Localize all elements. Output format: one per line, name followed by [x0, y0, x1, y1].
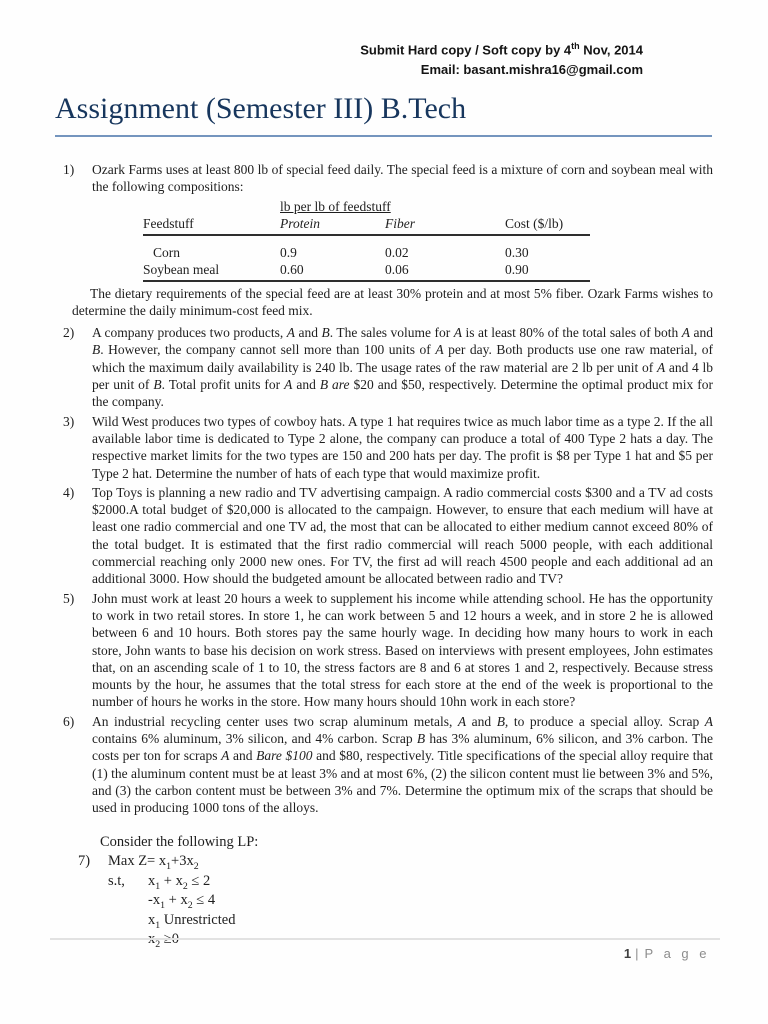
problem-number: 4) — [63, 484, 75, 500]
text-segment: John must work at least 20 hours a week to supplement his income while attending school. He has the opportunity to work in two retail stores. In store 1, he can work between 5 and 12 hours a week, and in store 2 he is allowed between 6 and 10 hours. Both stores pay the same hourly wage. In deciding how many hours to work in each store, John wants to base his decision on work stress. Based on interviews with present employees, John estimates that, on an ascending scale of 1 to 10, the stress factors are 8 and 6 at stores 1 and 2, respectively. Because stress mounts by the hour, he assumes that the total stress for each store at the end of the week is proportional to the number of hours he works in the store. How many hours should 10hn work in each store? — [92, 590, 713, 710]
lp-constraint-2 — [148, 891, 713, 911]
problem-item-2 — [63, 324, 713, 410]
text-segment: ≤ 4 — [192, 892, 216, 908]
submission-note — [360, 36, 643, 80]
text-segment: -x — [148, 892, 161, 908]
text-segment: A company produces two products, — [92, 325, 287, 341]
text-segment: 2 — [182, 880, 188, 892]
text-segment: B are — [319, 377, 350, 393]
text-segment: A — [681, 325, 691, 341]
ordinal-superscript: th — [571, 41, 580, 51]
text-segment: A — [656, 359, 666, 375]
problem-item-6 — [63, 713, 713, 817]
text-segment: 1 — [155, 880, 161, 892]
table-row-corn — [143, 244, 590, 261]
text-segment: B — [321, 325, 330, 341]
text-segment: x — [148, 931, 156, 947]
feed-composition-table — [143, 198, 590, 282]
text-segment: A — [221, 748, 230, 764]
text-segment: 1 — [160, 899, 166, 911]
text-segment: +3x — [171, 853, 194, 869]
problem-number: 6) — [63, 713, 75, 729]
text-segment: A — [457, 713, 467, 729]
text-segment: and — [295, 325, 322, 341]
text-segment: A — [704, 713, 714, 729]
text-segment: . Total profit units for — [161, 377, 285, 393]
table-header-row — [143, 215, 590, 236]
text-segment: has 3% aluminum, 6% silicon, and 3% carbon. The costs per ton for scraps — [92, 731, 713, 764]
text-segment: Wild West produces two types of cowboy hats. A type 1 hat requires twice as much labor time as a type 2. If the all available labor time is dedicated to Type 2 alone, the company can produce a total of 400 Type 2 hats a day. The respective market limits for the two types are 150 and 200 hats per day. The profit is $8 per Type 1 hat and $5 per Type 2 hat. Determine the number of hats of each type that would maximize profit. — [92, 413, 713, 481]
text-segment: ≤ 2 — [187, 872, 211, 889]
cell-fiber: 0.06 — [385, 261, 409, 277]
page-number: 1 — [623, 946, 632, 961]
table-body — [143, 236, 590, 282]
col-header-fiber: Fiber — [385, 215, 415, 231]
page-title: Assignment (Semester III) B.Tech — [55, 92, 712, 137]
footer-separator: | — [635, 946, 639, 961]
text-segment: B, — [496, 713, 509, 729]
text-segment: contains 6% aluminum, 3% silicon, and 4% carbon. Scrap — [92, 731, 417, 747]
col-header-protein: Protein — [280, 215, 320, 231]
text-segment: Ozark Farms uses at least 800 lb of special feed daily. The special feed is a mixture of corn and soybean meal with the following compositions: — [92, 162, 713, 195]
problem-number: 7) — [78, 853, 91, 869]
table-span-header — [280, 198, 590, 215]
text-segment: 1 — [166, 860, 172, 872]
submission-email: Email: basant.mishra16@gmail.com — [420, 62, 643, 78]
lp-objective — [108, 852, 199, 872]
lp-intro: Consider the following LP: — [100, 833, 259, 850]
cell-cost: 0.30 — [505, 244, 529, 260]
assignment-body — [63, 159, 713, 950]
problem-number: 5) — [63, 590, 75, 606]
text-segment: 2 — [193, 860, 199, 872]
table-row-soybean — [143, 261, 590, 278]
text-segment: Max Z= x — [108, 853, 167, 869]
problem-number: 1) — [63, 162, 75, 177]
text-segment: B — [153, 377, 162, 393]
text-segment: + x — [165, 892, 188, 908]
text-segment: and $80, respectively. Title specifications of the special alloy require that (1) the aluminum content must be at least 3% and at most 6%, (2) the silicon content must lie between 3% and 5%, and (3) the carbon content must be between 3% and 7%. Determine the optimum mix of the scraps that should be used in producing 1000 tons of the alloys. — [92, 748, 713, 816]
problem-number: 2) — [63, 325, 75, 341]
problem-item-1 — [63, 161, 713, 196]
submission-deadline — [360, 36, 643, 60]
lp-constraint-3 — [148, 911, 713, 931]
text-segment: Bare $100 — [256, 748, 313, 764]
text-segment: per day. Both products use one raw material, of which the maximum daily availability is 240 lb. The usage rates of the raw material are 2 lb per unit of — [92, 342, 713, 375]
problem-text — [92, 590, 713, 711]
text-segment: 2 — [187, 899, 193, 911]
cell-protein: 0.9 — [280, 244, 297, 260]
problem-text — [92, 484, 713, 588]
cell-cost: 0.90 — [505, 261, 529, 277]
text-segment: A — [435, 342, 444, 358]
cell-feedstuff: Corn — [153, 244, 180, 260]
problem-number: 3) — [63, 413, 75, 429]
text-segment: Unrestricted — [160, 911, 236, 928]
text-segment: . The sales volume for — [329, 325, 454, 341]
deadline-text: Submit Hard copy / Soft copy by 4 — [360, 42, 572, 58]
text-segment: . However, the company cannot sell more than 100 units of — [100, 342, 436, 358]
text-segment: and — [466, 713, 497, 729]
text-segment: An industrial recycling center uses two scrap aluminum metals, — [92, 713, 458, 729]
subject-to-label: s.t, — [108, 872, 125, 889]
problem-item-4 — [63, 484, 713, 588]
text-segment: A — [453, 325, 462, 341]
problem-item-7 — [63, 852, 713, 872]
problem-text — [92, 324, 713, 410]
text-segment: to produce a special alloy. Scrap — [508, 713, 705, 729]
text-segment: Top Toys is planning a new radio and TV advertising campaign. A radio commercial costs $300 and a TV ad costs $2000.A total budget of $20,000 is allocated to the campaign. However, to ensure that each medium will have at least one radio commercial and one TV ad, the most that can be allocated to either medium cannot exceed 80% of the total budget. It is estimated that the first radio commercial will reach 5000 people, with each additional commercial reaching only 2000 new ones. For TV, the first ad will reach 4500 people and each additional ad an additional 3000. How should the budgeted amount be allocated between radio and TV? — [92, 484, 713, 587]
cell-feedstuff: Soybean meal — [143, 261, 220, 277]
text-segment: + x — [160, 872, 183, 889]
text-segment: and — [690, 325, 714, 341]
footer-divider — [50, 938, 720, 940]
footer-label: P a g e — [644, 946, 710, 961]
text-segment: A — [284, 377, 293, 393]
text-segment: B — [92, 342, 101, 358]
page-number-footer — [624, 946, 710, 961]
cell-protein: 0.60 — [280, 261, 304, 277]
text-segment: x — [148, 872, 156, 889]
deadline-date: Nov, 2014 — [579, 42, 643, 58]
text-segment: B — [416, 731, 426, 747]
col-header-feedstuff: Feedstuff — [143, 215, 194, 231]
problem-item-3 — [63, 413, 713, 482]
problem-item-5 — [63, 590, 713, 711]
lp-subject-to-row — [63, 872, 713, 892]
text-segment: $20 and $50, respectively. Determine the optimal product mix for the company. — [92, 377, 713, 410]
problem-text — [92, 413, 713, 482]
col-header-cost: Cost ($/lb) — [505, 215, 564, 231]
text-segment: x — [148, 911, 156, 928]
problem-text — [92, 713, 713, 817]
span-header-text: lb per lb of feedstuff — [280, 198, 391, 214]
cell-fiber: 0.02 — [385, 244, 409, 260]
lp-constraint-1 — [148, 872, 211, 892]
dietary-note: The dietary requirements of the special feed are at least 30% protein and at most 5% fiber. Ozark Farms wishes to determine the daily minimum-cost feed mix. — [72, 285, 713, 318]
problem-text — [92, 161, 713, 196]
text-segment: A — [286, 325, 296, 341]
text-segment: and — [292, 377, 320, 393]
text-segment: 2 — [155, 938, 161, 950]
text-segment: is at least 80% of the total sales of both — [462, 325, 682, 341]
text-segment: and — [229, 748, 257, 764]
text-segment: 1 — [155, 919, 161, 931]
text-segment: and 4 lb per unit of — [92, 359, 713, 393]
text-segment: ≥0 — [160, 931, 180, 947]
